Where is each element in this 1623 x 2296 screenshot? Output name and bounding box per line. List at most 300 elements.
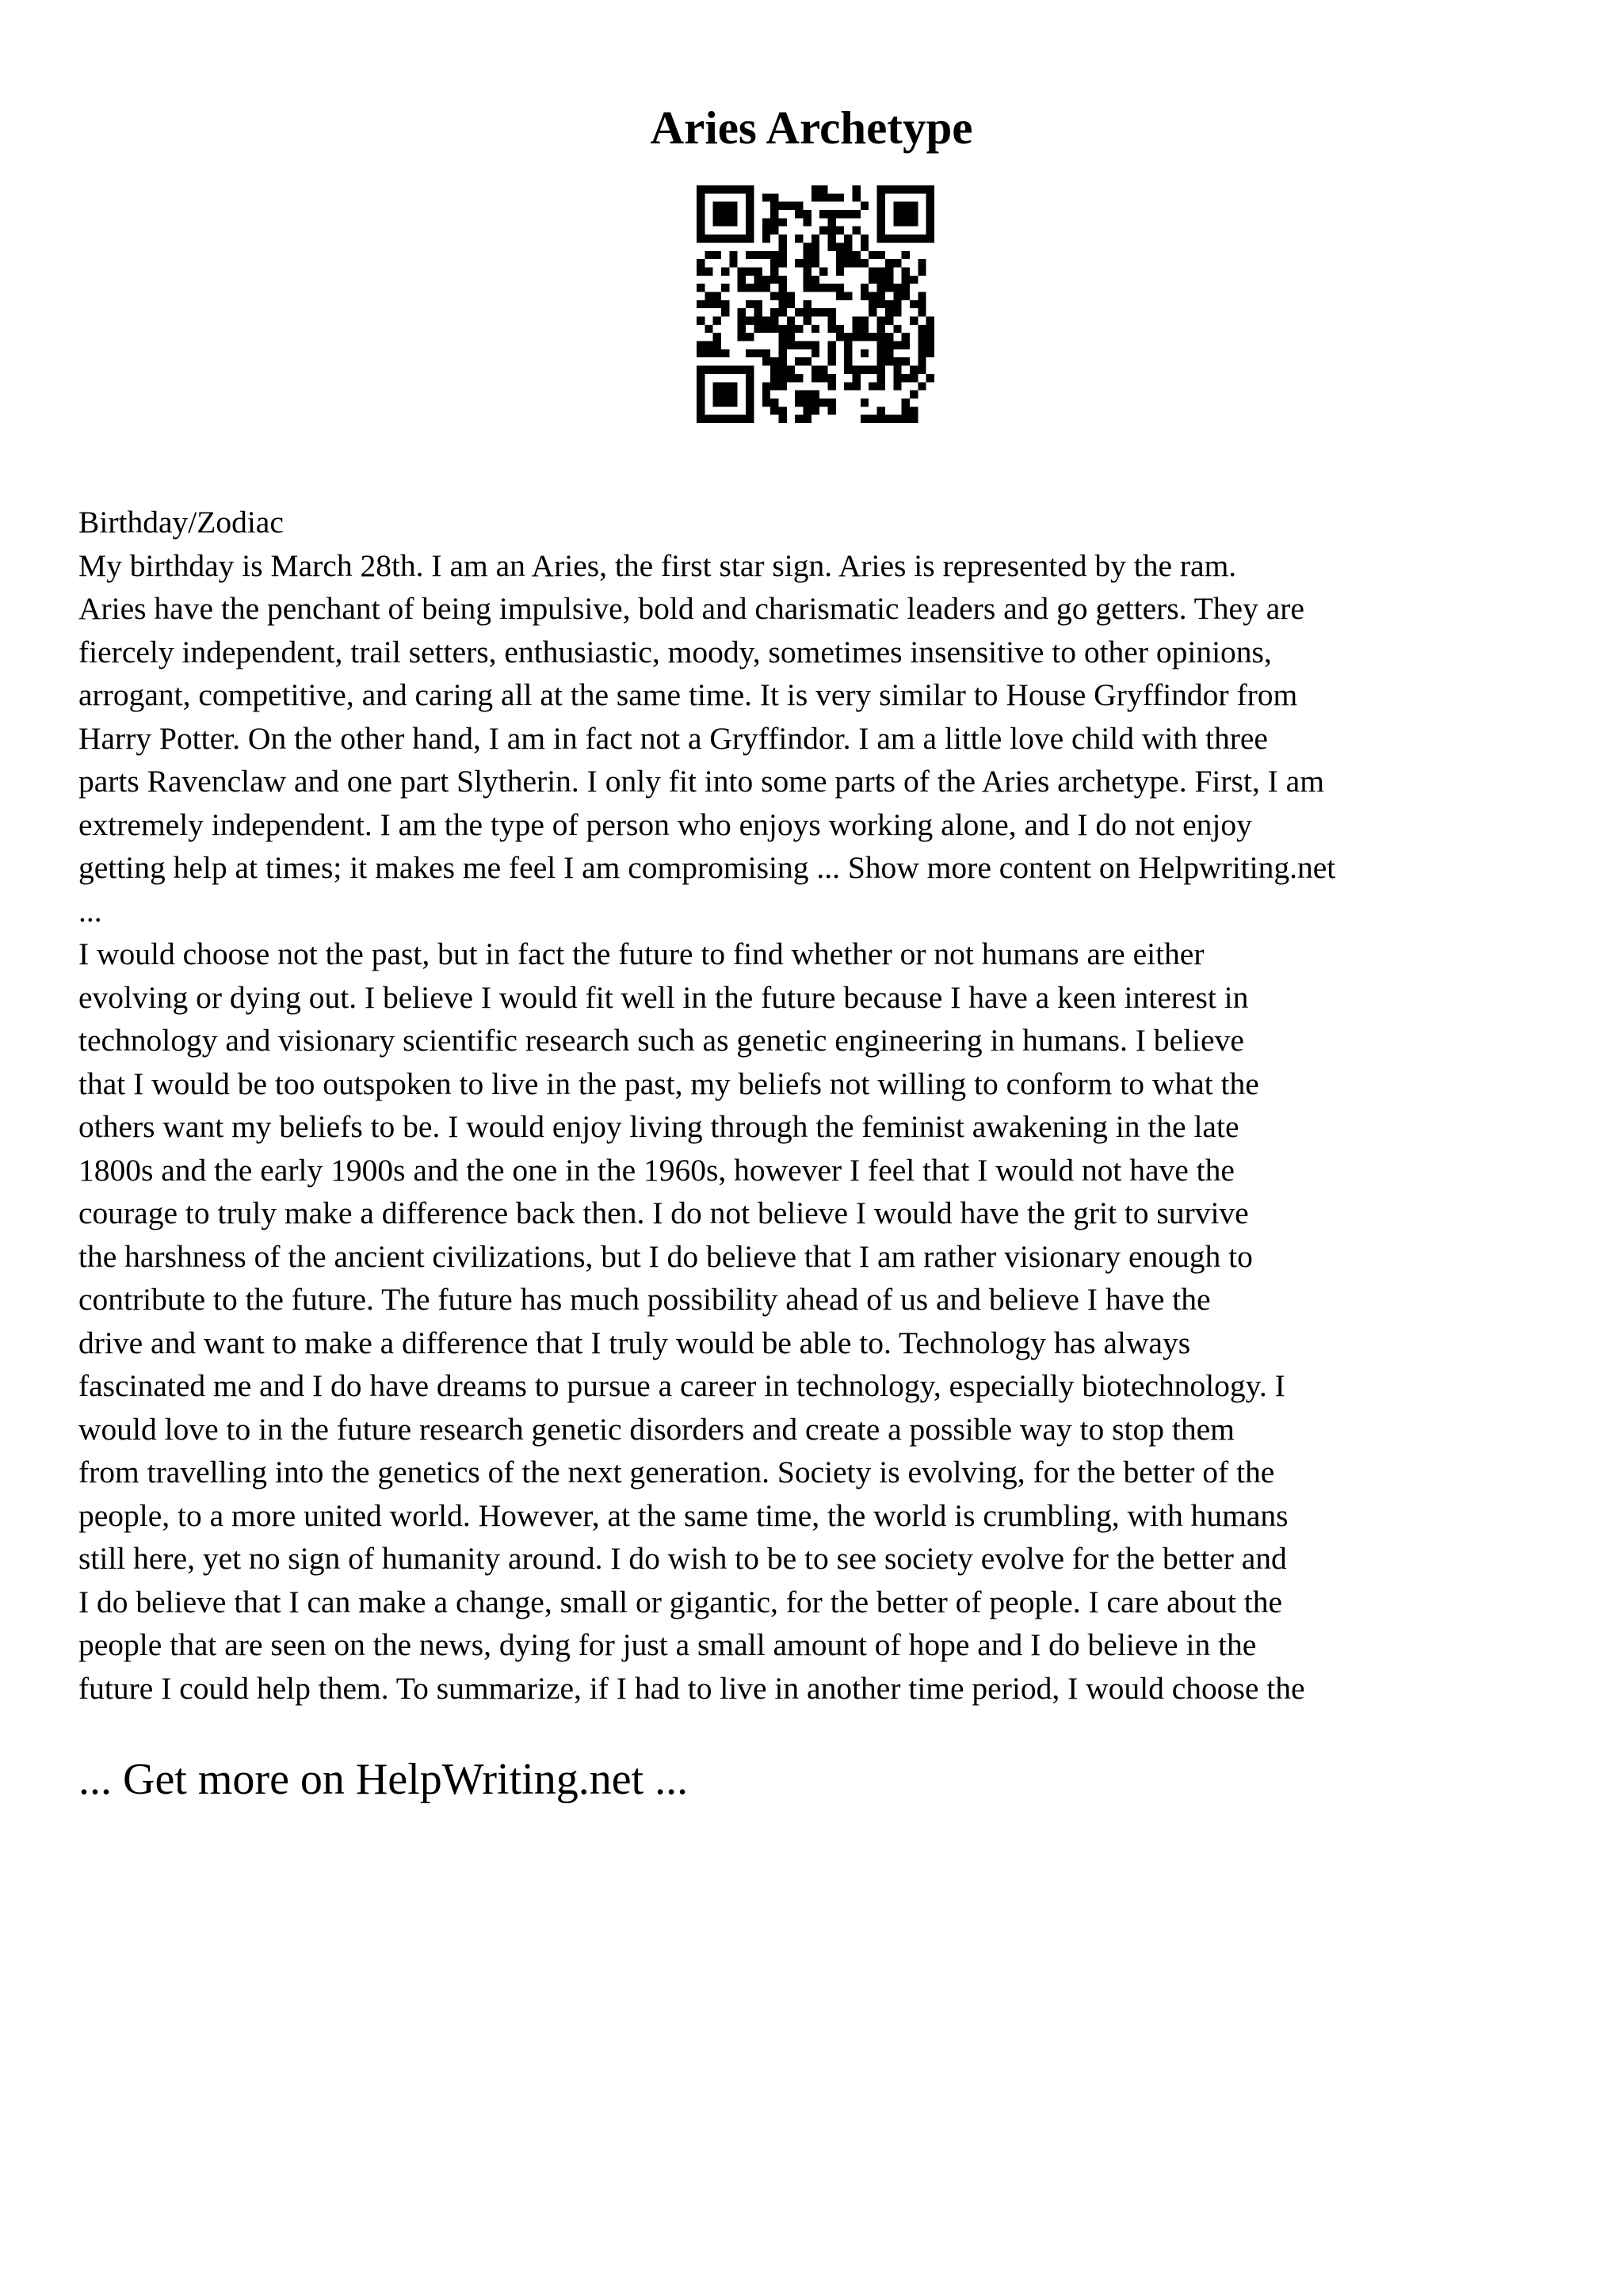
qr-module xyxy=(778,382,786,390)
qr-module xyxy=(738,276,746,284)
qr-module xyxy=(910,374,918,382)
qr-module xyxy=(762,382,770,390)
qr-module xyxy=(803,284,811,292)
qr-module xyxy=(721,202,729,210)
qr-module xyxy=(778,202,786,210)
qr-module xyxy=(795,357,803,365)
qr-module xyxy=(778,308,786,316)
qr-module xyxy=(869,267,876,275)
qr-module xyxy=(902,202,910,210)
qr-module xyxy=(869,382,876,390)
qr-module xyxy=(770,292,778,299)
qr-module xyxy=(819,185,827,193)
qr-module xyxy=(795,210,803,218)
qr-module xyxy=(885,415,893,423)
qr-module xyxy=(713,415,721,423)
qr-module xyxy=(893,357,901,365)
qr-module xyxy=(861,333,869,341)
qr-module xyxy=(795,202,803,210)
qr-module xyxy=(803,357,811,365)
qr-module xyxy=(877,251,885,259)
qr-module xyxy=(803,300,811,308)
qr-module xyxy=(902,333,910,341)
document-title: Aries Archetype xyxy=(650,101,973,154)
qr-module xyxy=(819,374,827,382)
qr-module xyxy=(902,276,910,284)
qr-module xyxy=(721,391,729,399)
qr-module xyxy=(902,251,910,259)
qr-module xyxy=(803,259,811,267)
qr-module xyxy=(762,325,770,333)
qr-module xyxy=(844,382,852,390)
qr-module xyxy=(713,185,721,193)
qr-module xyxy=(762,235,770,242)
qr-module xyxy=(828,227,836,235)
paragraph-line: parts Ravenclaw and one part Slytherin. I only fit into some parts of the Aries archetype. First, I am xyxy=(78,764,1324,799)
qr-module xyxy=(754,284,762,292)
qr-module xyxy=(697,349,705,357)
qr-module xyxy=(697,210,705,218)
qr-module xyxy=(812,259,819,267)
qr-module xyxy=(738,185,746,193)
qr-module xyxy=(828,406,836,414)
qr-module xyxy=(754,349,762,357)
qr-module xyxy=(836,292,844,299)
qr-module xyxy=(910,300,918,308)
qr-module xyxy=(697,193,705,201)
paragraph-line: future I could help them. To summarize, if I had to live in another time period, I would choose the xyxy=(78,1670,1305,1706)
qr-module xyxy=(877,357,885,365)
qr-module xyxy=(877,235,885,242)
qr-module xyxy=(746,333,754,341)
qr-module xyxy=(902,415,910,423)
qr-module xyxy=(893,235,901,242)
qr-module xyxy=(844,242,852,250)
qr-module xyxy=(738,267,746,275)
qr-module xyxy=(836,333,844,341)
qr-module xyxy=(713,366,721,374)
qr-module xyxy=(713,251,721,259)
qr-module xyxy=(746,267,754,275)
qr-module xyxy=(729,382,737,390)
qr-module xyxy=(853,382,861,390)
qr-module xyxy=(697,374,705,382)
qr-module xyxy=(778,366,786,374)
qr-module xyxy=(746,284,754,292)
paragraph-line: would love to in the future research genetic disorders and create a possible way to stop them xyxy=(78,1411,1235,1447)
qr-module xyxy=(713,317,721,325)
paragraph-line: I would choose not the past, but in fact the future to find whether or not humans are either xyxy=(78,936,1205,971)
qr-module xyxy=(812,235,819,242)
qr-module xyxy=(778,325,786,333)
qr-module xyxy=(877,292,885,299)
qr-module xyxy=(885,267,893,275)
qr-module xyxy=(713,341,721,349)
qr-module xyxy=(721,185,729,193)
qr-module xyxy=(885,259,893,267)
qr-module xyxy=(721,235,729,242)
qr-module xyxy=(746,227,754,235)
qr-module xyxy=(853,185,861,193)
qr-module xyxy=(738,235,746,242)
qr-module xyxy=(918,235,926,242)
qr-module xyxy=(787,292,795,299)
qr-module xyxy=(902,399,910,406)
qr-module xyxy=(778,242,786,250)
qr-module xyxy=(705,300,712,308)
qr-module xyxy=(918,366,926,374)
qr-module xyxy=(705,341,712,349)
qr-module xyxy=(697,284,705,292)
paragraph-line: that I would be too outspoken to live in the past, my beliefs not willing to conform to what the xyxy=(78,1066,1259,1101)
qr-module xyxy=(828,210,836,218)
qr-module xyxy=(713,391,721,399)
qr-module xyxy=(778,251,786,259)
qr-module xyxy=(885,341,893,349)
qr-module xyxy=(705,292,712,299)
qr-module xyxy=(819,267,827,275)
qr-module xyxy=(926,227,934,235)
qr-module xyxy=(770,276,778,284)
qr-module xyxy=(778,284,786,292)
qr-module xyxy=(713,235,721,242)
qr-module xyxy=(926,210,934,218)
qr-module xyxy=(721,284,729,292)
qr-module xyxy=(893,218,901,226)
qr-module xyxy=(754,300,762,308)
qr-module xyxy=(795,391,803,399)
qr-module xyxy=(828,235,836,242)
qr-module xyxy=(877,300,885,308)
paragraph-line: from travelling into the genetics of the next generation. Society is evolving, for the better of the xyxy=(78,1455,1275,1489)
document-body xyxy=(78,501,1568,1710)
paragraph-line: others want my beliefs to be. I would enjoy living through the feminist awakening in the late xyxy=(78,1109,1239,1144)
qr-module xyxy=(861,242,869,250)
qr-module xyxy=(910,391,918,399)
qr-module xyxy=(812,349,819,357)
qr-module xyxy=(893,308,901,316)
qr-module xyxy=(812,276,819,284)
paragraph-line: the harshness of the ancient civilizations, but I do believe that I am rather visionary enough to xyxy=(78,1238,1253,1274)
paragraph-line: 1800s and the early 1900s and the one in the 1960s, however I feel that I would not have the xyxy=(78,1152,1235,1188)
qr-module xyxy=(795,325,803,333)
qr-module xyxy=(926,193,934,201)
qr-module xyxy=(778,259,786,267)
qr-module xyxy=(877,366,885,374)
qr-module xyxy=(918,267,926,275)
qr-module xyxy=(746,374,754,382)
qr-module xyxy=(861,292,869,299)
qr-module xyxy=(754,276,762,284)
qr-module xyxy=(721,267,729,275)
qr-module xyxy=(885,357,893,365)
paragraph-line: arrogant, competitive, and caring all at the same time. It is very similar to House Gryffindor from xyxy=(78,677,1298,712)
qr-module xyxy=(697,267,705,275)
qr-module xyxy=(738,308,746,316)
qr-module xyxy=(844,235,852,242)
qr-module xyxy=(754,317,762,325)
qr-module xyxy=(819,399,827,406)
qr-module xyxy=(762,357,770,365)
qr-module xyxy=(918,308,926,316)
qr-module xyxy=(812,341,819,349)
qr-module xyxy=(729,259,737,267)
qr-module xyxy=(877,317,885,325)
qr-module xyxy=(819,284,827,292)
paragraph-line: fiercely independent, trail setters, enthusiastic, moody, sometimes insensitive to other opinions, xyxy=(78,634,1272,669)
qr-module xyxy=(819,308,827,316)
qr-module xyxy=(812,374,819,382)
qr-module xyxy=(869,276,876,284)
qr-module xyxy=(828,349,836,357)
qr-module xyxy=(770,267,778,275)
qr-module xyxy=(844,210,852,218)
qr-module xyxy=(877,202,885,210)
qr-module xyxy=(762,284,770,292)
paragraph-line: still here, yet no sign of humanity around. I do wish to be to see society evolve for the better and xyxy=(78,1541,1287,1576)
qr-module xyxy=(853,325,861,333)
paragraph-2 xyxy=(78,933,1568,1710)
qr-module xyxy=(787,341,795,349)
qr-module xyxy=(910,406,918,414)
qr-module xyxy=(844,357,852,365)
qr-module xyxy=(746,185,754,193)
qr-module xyxy=(877,193,885,201)
qr-module xyxy=(713,202,721,210)
qr-module xyxy=(893,415,901,423)
qr-module xyxy=(812,242,819,250)
qr-module xyxy=(770,210,778,218)
qr-module xyxy=(836,267,844,275)
qr-module xyxy=(902,218,910,226)
qr-module xyxy=(762,317,770,325)
qr-module xyxy=(746,202,754,210)
qr-module xyxy=(738,284,746,292)
qr-module xyxy=(893,325,901,333)
qr-module xyxy=(705,251,712,259)
qr-module xyxy=(812,185,819,193)
qr-module xyxy=(762,276,770,284)
qr-module xyxy=(926,325,934,333)
qr-module xyxy=(877,210,885,218)
qr-module xyxy=(844,259,852,267)
qr-module xyxy=(778,333,786,341)
qr-module xyxy=(812,251,819,259)
paragraph-line: courage to truly make a difference back then. I do not believe I would have the grit to survive xyxy=(78,1196,1249,1230)
qr-module xyxy=(869,292,876,299)
qr-module xyxy=(877,382,885,390)
paragraph-line: extremely independent. I am the type of person who enjoys working alone, and I do not enjoy xyxy=(78,807,1252,842)
qr-module xyxy=(877,218,885,226)
qr-module xyxy=(721,349,729,357)
qr-module xyxy=(778,235,786,242)
qr-module xyxy=(828,357,836,365)
qr-module xyxy=(787,366,795,374)
qr-module xyxy=(746,218,754,226)
qr-module xyxy=(713,218,721,226)
qr-module xyxy=(902,235,910,242)
qr-module xyxy=(877,284,885,292)
qr-module xyxy=(762,349,770,357)
qr-module xyxy=(754,267,762,275)
qr-module xyxy=(877,227,885,235)
qr-module xyxy=(812,308,819,316)
qr-module xyxy=(844,292,852,299)
qr-module xyxy=(770,357,778,365)
paragraph-line: I do believe that I can make a change, small or gigantic, for the better of people. I care about the xyxy=(78,1584,1282,1619)
qr-module xyxy=(828,308,836,316)
qr-module xyxy=(803,210,811,218)
paragraph-line-with-link[interactable]: getting help at times; it makes me feel I am compromising ... Show more content on Helpwriting.net xyxy=(78,850,1336,885)
qr-module xyxy=(885,185,893,193)
qr-module xyxy=(746,300,754,308)
qr-module xyxy=(861,202,869,210)
qr-module xyxy=(754,308,762,316)
qr-module xyxy=(787,300,795,308)
qr-module xyxy=(853,193,861,201)
qr-module xyxy=(778,349,786,357)
qr-module xyxy=(697,202,705,210)
qr-module xyxy=(770,218,778,226)
qr-module xyxy=(853,251,861,259)
qr-module xyxy=(729,202,737,210)
qr-module xyxy=(861,284,869,292)
paragraph-line: contribute to the future. The future has much possibility ahead of us and believe I have the xyxy=(78,1282,1211,1317)
qr-module xyxy=(902,292,910,299)
qr-module xyxy=(729,210,737,218)
qr-module xyxy=(721,300,729,308)
qr-module xyxy=(787,202,795,210)
qr-module xyxy=(861,366,869,374)
qr-module xyxy=(697,317,705,325)
qr-module xyxy=(926,341,934,349)
qr-module xyxy=(885,333,893,341)
qr-module xyxy=(861,415,869,423)
qr-module xyxy=(770,406,778,414)
qr-module xyxy=(926,202,934,210)
paragraph-line: fascinated me and I do have dreams to pursue a career in technology, especially biotechnology. I xyxy=(78,1368,1285,1403)
qr-module xyxy=(697,227,705,235)
qr-module xyxy=(828,242,836,250)
qr-module xyxy=(778,415,786,423)
paragraph-line: Harry Potter. On the other hand, I am in fact not a Gryffindor. I am a little love child with three xyxy=(78,720,1268,756)
qr-module xyxy=(828,317,836,325)
qr-module xyxy=(697,235,705,242)
qr-module xyxy=(836,259,844,267)
qr-module xyxy=(885,284,893,292)
qr-module xyxy=(762,391,770,399)
qr-module xyxy=(893,374,901,382)
get-more-link[interactable]: ... Get more on HelpWriting.net ... xyxy=(78,1755,689,1804)
qr-module xyxy=(770,399,778,406)
qr-module xyxy=(893,185,901,193)
qr-module xyxy=(738,333,746,341)
paragraph-line: evolving or dying out. I believe I would fit well in the future because I have a keen interest in xyxy=(78,979,1249,1015)
qr-module xyxy=(770,202,778,210)
qr-module xyxy=(861,235,869,242)
qr-module xyxy=(877,415,885,423)
qr-module xyxy=(697,406,705,414)
qr-module xyxy=(902,374,910,382)
qr-module xyxy=(836,227,844,235)
qr-module xyxy=(828,325,836,333)
qr-module xyxy=(918,292,926,299)
qr-module xyxy=(729,185,737,193)
qr-module xyxy=(729,235,737,242)
qr-module xyxy=(853,210,861,218)
qr-module xyxy=(721,210,729,218)
qr-module xyxy=(803,218,811,226)
qr-module xyxy=(828,218,836,226)
qr-module xyxy=(844,333,852,341)
qr-module xyxy=(828,193,836,201)
qr-module xyxy=(713,292,721,299)
qr-module xyxy=(697,366,705,374)
qr-module xyxy=(746,406,754,414)
qr-module xyxy=(770,259,778,267)
qr-module xyxy=(877,333,885,341)
qr-module xyxy=(910,235,918,242)
qr-module xyxy=(918,349,926,357)
qr-module xyxy=(910,415,918,423)
qr-module xyxy=(705,235,712,242)
qr-module xyxy=(819,366,827,374)
qr-module xyxy=(713,300,721,308)
qr-module xyxy=(803,406,811,414)
qr-module xyxy=(861,259,869,267)
qr-module xyxy=(853,366,861,374)
qr-module xyxy=(926,333,934,341)
qr-module xyxy=(746,193,754,201)
qr-module xyxy=(795,415,803,423)
qr-module xyxy=(836,210,844,218)
qr-module xyxy=(803,415,811,423)
qr-module xyxy=(705,366,712,374)
qr-module xyxy=(762,218,770,226)
qr-module xyxy=(738,325,746,333)
qr-module xyxy=(828,341,836,349)
qr-module xyxy=(721,399,729,406)
qr-module xyxy=(812,406,819,414)
qr-module xyxy=(853,259,861,267)
qr-module xyxy=(918,341,926,349)
qr-module xyxy=(902,210,910,218)
qr-module xyxy=(893,210,901,218)
qr-module xyxy=(918,382,926,390)
qr-module xyxy=(803,251,811,259)
qr-module xyxy=(918,325,926,333)
qr-module xyxy=(795,259,803,267)
qr-module xyxy=(926,374,934,382)
qr-module xyxy=(812,193,819,201)
qr-module xyxy=(910,366,918,374)
qr-module xyxy=(787,317,795,325)
qr-module xyxy=(729,366,737,374)
qr-module xyxy=(910,276,918,284)
qr-module xyxy=(861,399,869,406)
qr-module xyxy=(853,317,861,325)
qr-module xyxy=(721,218,729,226)
qr-module xyxy=(795,399,803,406)
qr-module xyxy=(778,341,786,349)
qr-module xyxy=(910,317,918,325)
qr-module xyxy=(926,235,934,242)
qr-module xyxy=(705,267,712,275)
qr-module xyxy=(770,251,778,259)
qr-module xyxy=(836,193,844,201)
qr-module xyxy=(803,242,811,250)
qr-module xyxy=(729,399,737,406)
